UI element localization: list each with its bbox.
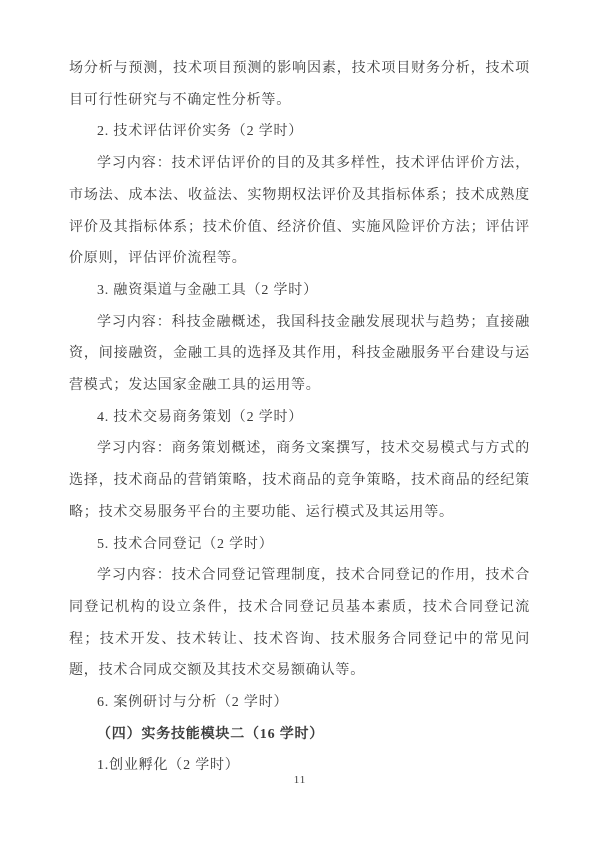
item-heading-4: 4. 技术交易商务策划（2 学时） [97, 409, 304, 425]
item-content-3: 学习内容：科技金融概述，我国科技金融发展现状与趋势；直接融资，间接融资，金融工具的选择及其作用，科技金融服务平台建设与运营模式；发达国家金融工具的运用等。 [69, 314, 530, 394]
item-content-2: 学习内容：技术评估评价的目的及其多样性，技术评估评价方法，市场法、成本法、收益法、实物期权法评价及其指标体系；技术成熟度评价及其指标体系；技术价值、经济价值、实施风险评价方法；评估评价原则，评估评价流程等。 [69, 156, 530, 267]
item-heading-5: 5. 技术合同登记（2 学时） [97, 536, 274, 552]
page-number: 11 [293, 774, 307, 786]
item-content-5: 学习内容：技术合同登记管理制度，技术合同登记的作用，技术合同登记机构的设立条件，技术合同登记员基本素质，技术合同登记流程；技术开发、技术转让、技术咨询、技术服务合同登记中的常见问题，技术合同成交额及其技术交易额确认等。 [69, 568, 530, 679]
section-heading-module-2: （四）实务技能模块二（16 学时） [97, 726, 325, 742]
page-body [69, 53, 530, 782]
item-heading-1-module2: 1.创业孵化（2 学时） [97, 758, 240, 774]
paragraph-continuation: 场分析与预测，技术项目预测的影响因素，技术项目财务分析，技术项目可行性研究与不确定性分析等。 [69, 61, 530, 108]
item-heading-2: 2. 技术评估评价实务（2 学时） [97, 124, 304, 140]
item-heading-3: 3. 融资渠道与金融工具（2 学时） [97, 282, 318, 298]
item-heading-6: 6. 案例研讨与分析（2 学时） [97, 695, 289, 711]
item-content-4: 学习内容：商务策划概述，商务文案撰写，技术交易模式与方式的选择，技术商品的营销策略，技术商品的竞争策略，技术商品的经纪策略；技术交易服务平台的主要功能、运行模式及其运用等。 [69, 441, 530, 520]
